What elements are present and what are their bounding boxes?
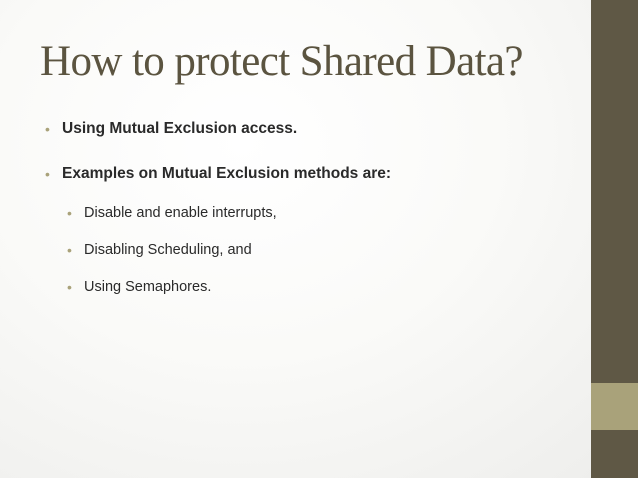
slide-title: How to protect Shared Data? <box>40 38 523 85</box>
sub-bullet-item <box>45 203 391 223</box>
side-accent-block <box>591 383 638 430</box>
sub-bullet-item <box>45 240 391 260</box>
bullet-dot-icon: • <box>45 166 50 182</box>
sub-bullet-item <box>45 277 391 297</box>
bullet-item <box>45 163 391 185</box>
bullet-list <box>45 118 391 297</box>
bullet-dot-icon: • <box>67 205 72 221</box>
sub-bullet-text: Using Semaphores. <box>84 279 212 295</box>
bullet-dot-icon: • <box>67 279 72 295</box>
bullet-dot-icon: • <box>45 121 50 137</box>
sub-bullet-text: Disabling Scheduling, and <box>84 242 252 258</box>
bullet-text: Using Mutual Exclusion access. <box>62 120 298 137</box>
bullet-text: Examples on Mutual Exclusion methods are: <box>62 165 392 182</box>
sub-bullet-text: Disable and enable interrupts, <box>84 205 277 221</box>
bullet-item <box>45 118 391 140</box>
bullet-dot-icon: • <box>67 242 72 258</box>
